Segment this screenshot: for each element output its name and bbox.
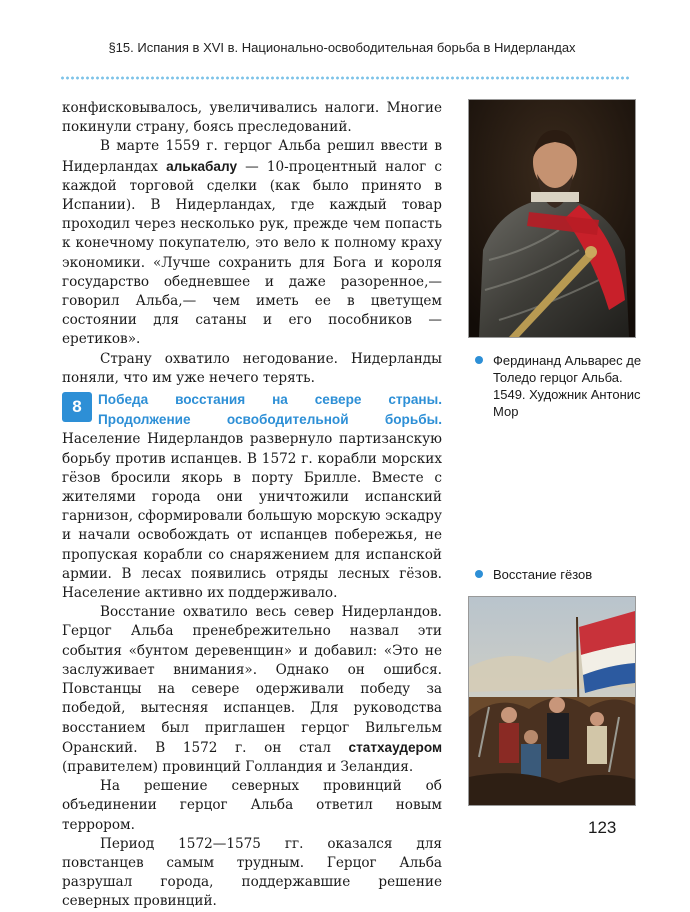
paragraph-7: Период 1572—1575 гг. оказался для повстанцев самым трудным. Герцог Альба разрушал города, поддержавшие решение северных провинций. xyxy=(62,835,442,910)
page-number: 123 xyxy=(588,818,617,837)
main-text-column xyxy=(62,99,442,912)
painting-caption: Восстание гёзов xyxy=(475,566,625,583)
section-number-badge: 8 xyxy=(62,392,92,422)
revolt-of-geuzen-image xyxy=(468,596,636,806)
running-header: §15. Испания в XVI в. Национально-освободительная борьба в Нидерландах xyxy=(108,40,576,55)
paragraph-2: В марте 1559 г. герцог Альба решил ввести в Нидерландах алькабалу — 10-процентный налог с каждой торговой сделки (как было принято в Испании). В Нидерландах, где каждый товар проходил через несколько рук, прежде чем попасть к конечному покупателю, это вело к полному краху экономики. «Лучше сохранить для Бога и короля государство обедневшее и даже разоренное,— говорил Альба,— чем иметь ее в цветущем состоянии для сатаны и его пособников — еретиков». xyxy=(62,138,442,348)
paragraph-6: На решение северных провинций об объединении герцог Альба ответил новым террором. xyxy=(62,778,442,833)
section-title: Победа восстания на севере страны. Продолжение освободительной борьбы. xyxy=(98,392,442,428)
term-alcabala: алькабалу xyxy=(166,158,237,174)
header-dotted-rule xyxy=(60,76,630,80)
paragraph-1: конфисковывалось, увеличивались налоги. Многие покинули страну, боясь преследований. xyxy=(62,100,442,136)
paragraph-3: Страну охватило негодование. Нидерланды поняли, что им уже нечего терять. xyxy=(62,350,442,386)
section-8 xyxy=(62,390,442,603)
caption-bullet-icon xyxy=(475,356,483,364)
caption-bullet-icon xyxy=(475,570,483,578)
term-stadtholder: статхаудером xyxy=(348,739,442,755)
portrait-caption: Фердинанд Альварес де Толедо герцог Альба. 1549. Художник Антонис Мор xyxy=(475,352,625,420)
portrait-duke-alba-image xyxy=(468,99,636,338)
paragraph-4: Победа восстания на севере страны. Продолжение освободительной борьбы. Население Нидерландов развернуло партизанскую борьбу против испанцев. В 1572 г. корабли морских гёзов бросили якорь в порту Брилле. Вместе с жителями города они уничтожили испанский гарнизон, сформировали большую морскую эскадру и начали освобождать от испанцев побережья, не пропуская корабли со снаряжением для испанской армии. В лесах появились отряды лесных гёзов. Население активно их поддерживало. xyxy=(62,392,442,602)
paragraph-5: Восстание охватило весь север Нидерландов. Герцог Альба пренебрежительно назвал эти события «бунтом деревенщин» и добавил: «Это не заслуживает внимания». Однако он ошибся. Повстанцы на севере одерживали победу за победой, вытесняя испанцев. Для руководства восстанием был приглашен герцог Вильгельм Оранский. В 1572 г. он стал статхаудером (правителем) провинций Голландия и Зеландия. xyxy=(62,604,442,775)
